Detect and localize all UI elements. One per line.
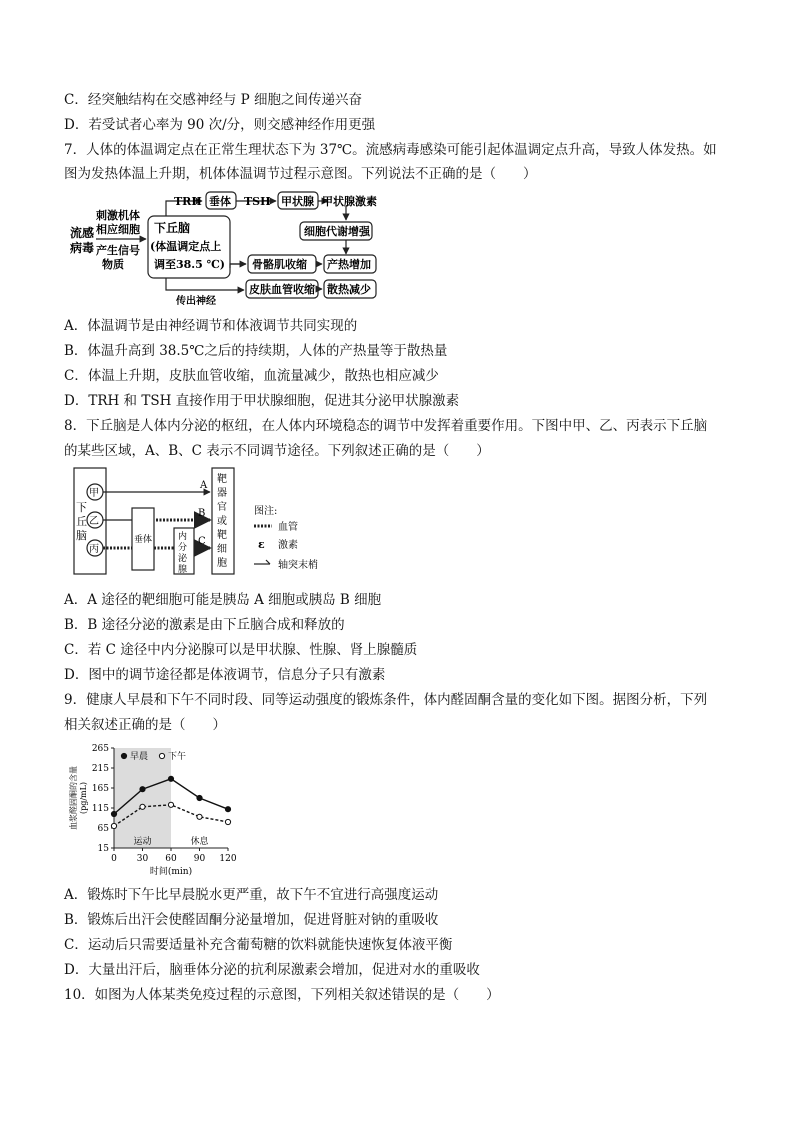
svg-text:泌: 泌: [178, 554, 188, 564]
chart-ytick-label-0: 15: [97, 844, 109, 854]
chart-point-s0-1: [140, 787, 145, 792]
chart-region-shade-0: [114, 748, 171, 848]
q7-stimulus-2: 相应细胞: [96, 223, 140, 236]
q7-stimulus-1: 刺激机体: [96, 209, 140, 222]
q7-virus-label-1: 流感: [70, 226, 95, 240]
chart-point-s0-0: [111, 811, 116, 816]
svg-text:丙: 丙: [89, 544, 99, 555]
chart-xtick-label-0: 0: [111, 854, 117, 864]
q9-stem-line2: 相关叙述正确的是（ ）: [64, 717, 226, 733]
svg-text:胞: 胞: [217, 558, 227, 569]
q7-vessel: 皮肤血管收缩: [249, 283, 315, 296]
q8-option-b: B．B 途径分泌的激素是由下丘脑合成和释放的: [64, 617, 345, 633]
q9-option-d: D．大量出汗后，脑垂体分泌的抗利尿激素会增加，促进对水的重吸收: [64, 962, 480, 978]
q8-option-c: C．若 C 途径中内分泌腺可以是甲状腺、性腺、肾上腺髓质: [64, 642, 418, 658]
chart-ylabel-2: (pg/mL): [79, 781, 88, 815]
q9-option-a: A．锻炼时下午比早晨脱水更严重，故下午不宜进行高强度运动: [64, 887, 439, 903]
q7-hypo-3: 调至38.5 ℃): [154, 258, 226, 271]
q9-stem-line1: 9．健康人早晨和下午不同时段、同等运动强度的锻炼条件，体内醛固酮含量的变化如下图。据图分析，下列: [64, 692, 708, 708]
chart-ytick-label-2: 115: [91, 804, 109, 814]
q7-virus-label-2: 病毒: [70, 241, 95, 255]
q10-stem-line1: 10．如图为人体某类免疫过程的示意图，下列相关叙述错误的是（ ）: [64, 987, 500, 1003]
svg-text:器: 器: [217, 488, 227, 499]
q9-option-b: B．锻炼后出汗会使醛固酮分泌量增加，促进肾脏对钠的重吸收: [64, 912, 439, 928]
chart-ytick-label-4: 215: [91, 764, 109, 774]
chart-legend-label-1: 下午: [168, 752, 187, 762]
q7-option-a: A．体温调节是由神经调节和体液调节共同实现的: [64, 318, 358, 334]
q7-heat-down: 散热减少: [327, 283, 371, 296]
q6-option-d: D．若受试者心率为 90 次/分，则交感神经作用更强: [64, 117, 376, 133]
q7-thyroid-hormone: 甲状腺激素: [322, 195, 377, 208]
svg-text:靶: 靶: [217, 530, 227, 541]
chart-legend-marker-0: [121, 753, 126, 758]
q8-legend-axon: 轴突末梢: [278, 560, 318, 571]
chart-xtick-label-3: 90: [193, 854, 206, 864]
svg-text:内: 内: [178, 532, 188, 542]
chart-ylabel-1: 血浆醛固酮的含量: [69, 766, 78, 830]
q7-stem-line2: 图为发热体温上升期，机体体温调节过程示意图。下列说法不正确的是（ ）: [64, 166, 537, 182]
chart-ytick-label-3: 165: [91, 784, 109, 794]
q8-legend-hormone: 激素: [278, 540, 298, 551]
q7-trh: TRH: [174, 195, 202, 208]
chart-point-s1-2: [168, 802, 173, 807]
q7-hypo-2: (体温调定点上: [150, 240, 222, 253]
q8-legend-vessel: 血管: [278, 522, 298, 533]
q7-hypo-1: 下丘脑: [154, 221, 191, 235]
q8-legend-title: 图注:: [254, 506, 278, 517]
svg-text:细: 细: [217, 544, 227, 555]
chart-xtick-label-2: 60: [165, 854, 177, 864]
chart-point-s1-1: [140, 804, 145, 809]
chart-xlabel: 时间(min): [149, 867, 193, 877]
chart-xtick-label-1: 30: [136, 854, 149, 864]
q7-stimulus-4: 物质: [102, 258, 124, 271]
chart-region-label-1: 休息: [190, 837, 209, 847]
q7-option-d: D．TRH 和 TSH 直接作用于甲状腺细胞，促进其分泌甲状腺激素: [64, 393, 460, 409]
q8-option-d: D．图中的调节途径都是体液调节，信息分子只有激素: [64, 667, 386, 683]
chart-xtick-label-4: 120: [219, 854, 237, 864]
chart-ytick-label-1: 65: [97, 824, 109, 834]
q7-efferent: 传出神经: [176, 296, 216, 306]
q8-hypothalamus-diagram: [70, 464, 330, 580]
q7-thyroid: 甲状腺: [281, 195, 314, 208]
q7-option-b: B．体温升高到 38.5℃之后的持续期，人体的产热量等于散热量: [64, 343, 448, 359]
chart-ytick-label-5: 265: [91, 744, 109, 754]
q9-aldosterone-chart: [68, 740, 248, 880]
chart-legend-marker-1: [159, 753, 164, 758]
q8-legend-hormone-icon: ɛ: [258, 538, 265, 551]
q8-option-a: A．A 途径的靶细胞可能是胰岛 A 细胞或胰岛 B 细胞: [64, 592, 382, 608]
chart-legend-label-0: 早晨: [130, 752, 149, 762]
chart-point-s1-0: [111, 823, 116, 828]
chart-point-s0-2: [168, 776, 173, 781]
q7-muscle: 骨骼肌收缩: [252, 258, 307, 271]
chart-point-s1-3: [197, 814, 202, 819]
chart-point-s1-4: [225, 819, 230, 824]
svg-text:丘: 丘: [76, 515, 87, 528]
q7-stem-line1: 7．人体的体温调定点在正常生理状态下为 37℃。流感病毒感染可能引起体温调定点升高，导致人体发热。如: [64, 142, 717, 158]
svg-text:垂体: 垂体: [134, 535, 153, 545]
svg-text:腺: 腺: [178, 565, 188, 575]
chart-region-label-0: 运动: [133, 837, 152, 847]
q7-option-c: C．体温上升期，皮肤血管收缩，血流量减少，散热也相应减少: [64, 368, 439, 384]
svg-text:分: 分: [178, 543, 188, 553]
chart-point-s0-4: [225, 807, 230, 812]
svg-text:下: 下: [76, 501, 87, 514]
svg-text:乙: 乙: [89, 516, 99, 527]
svg-text:C: C: [198, 536, 206, 547]
q8-stem-line2: 的某些区域，A、B、C 表示不同调节途径。下列叙述正确的是（ ）: [64, 443, 490, 459]
q7-pituitary: 垂体: [209, 195, 231, 208]
svg-text:甲: 甲: [89, 488, 99, 499]
svg-text:B: B: [198, 508, 206, 519]
q7-metabolism: 细胞代谢增强: [304, 225, 370, 238]
svg-text:靶: 靶: [217, 474, 227, 485]
q7-tsh: TSH: [244, 195, 271, 208]
q7-thermoregulation-diagram: [66, 186, 386, 306]
svg-text:脑: 脑: [76, 529, 87, 542]
svg-text:或: 或: [217, 516, 227, 527]
q7-stimulus-3: 产生信号: [96, 244, 140, 257]
q6-option-c: C．经突触结构在交感神经与 P 细胞之间传递兴奋: [64, 92, 362, 108]
svg-text:官: 官: [217, 502, 227, 513]
chart-point-s0-3: [197, 795, 202, 800]
q9-option-c: C．运动后只需要适量补充含葡萄糖的饮料就能快速恢复体液平衡: [64, 937, 453, 953]
svg-text:A: A: [200, 480, 208, 491]
q7-heat-up: 产热增加: [327, 258, 371, 271]
q8-stem-line1: 8．下丘脑是人体内分泌的枢纽，在人体内环境稳态的调节中发挥着重要作用。下图中甲、乙、丙表示下丘脑: [64, 418, 708, 434]
